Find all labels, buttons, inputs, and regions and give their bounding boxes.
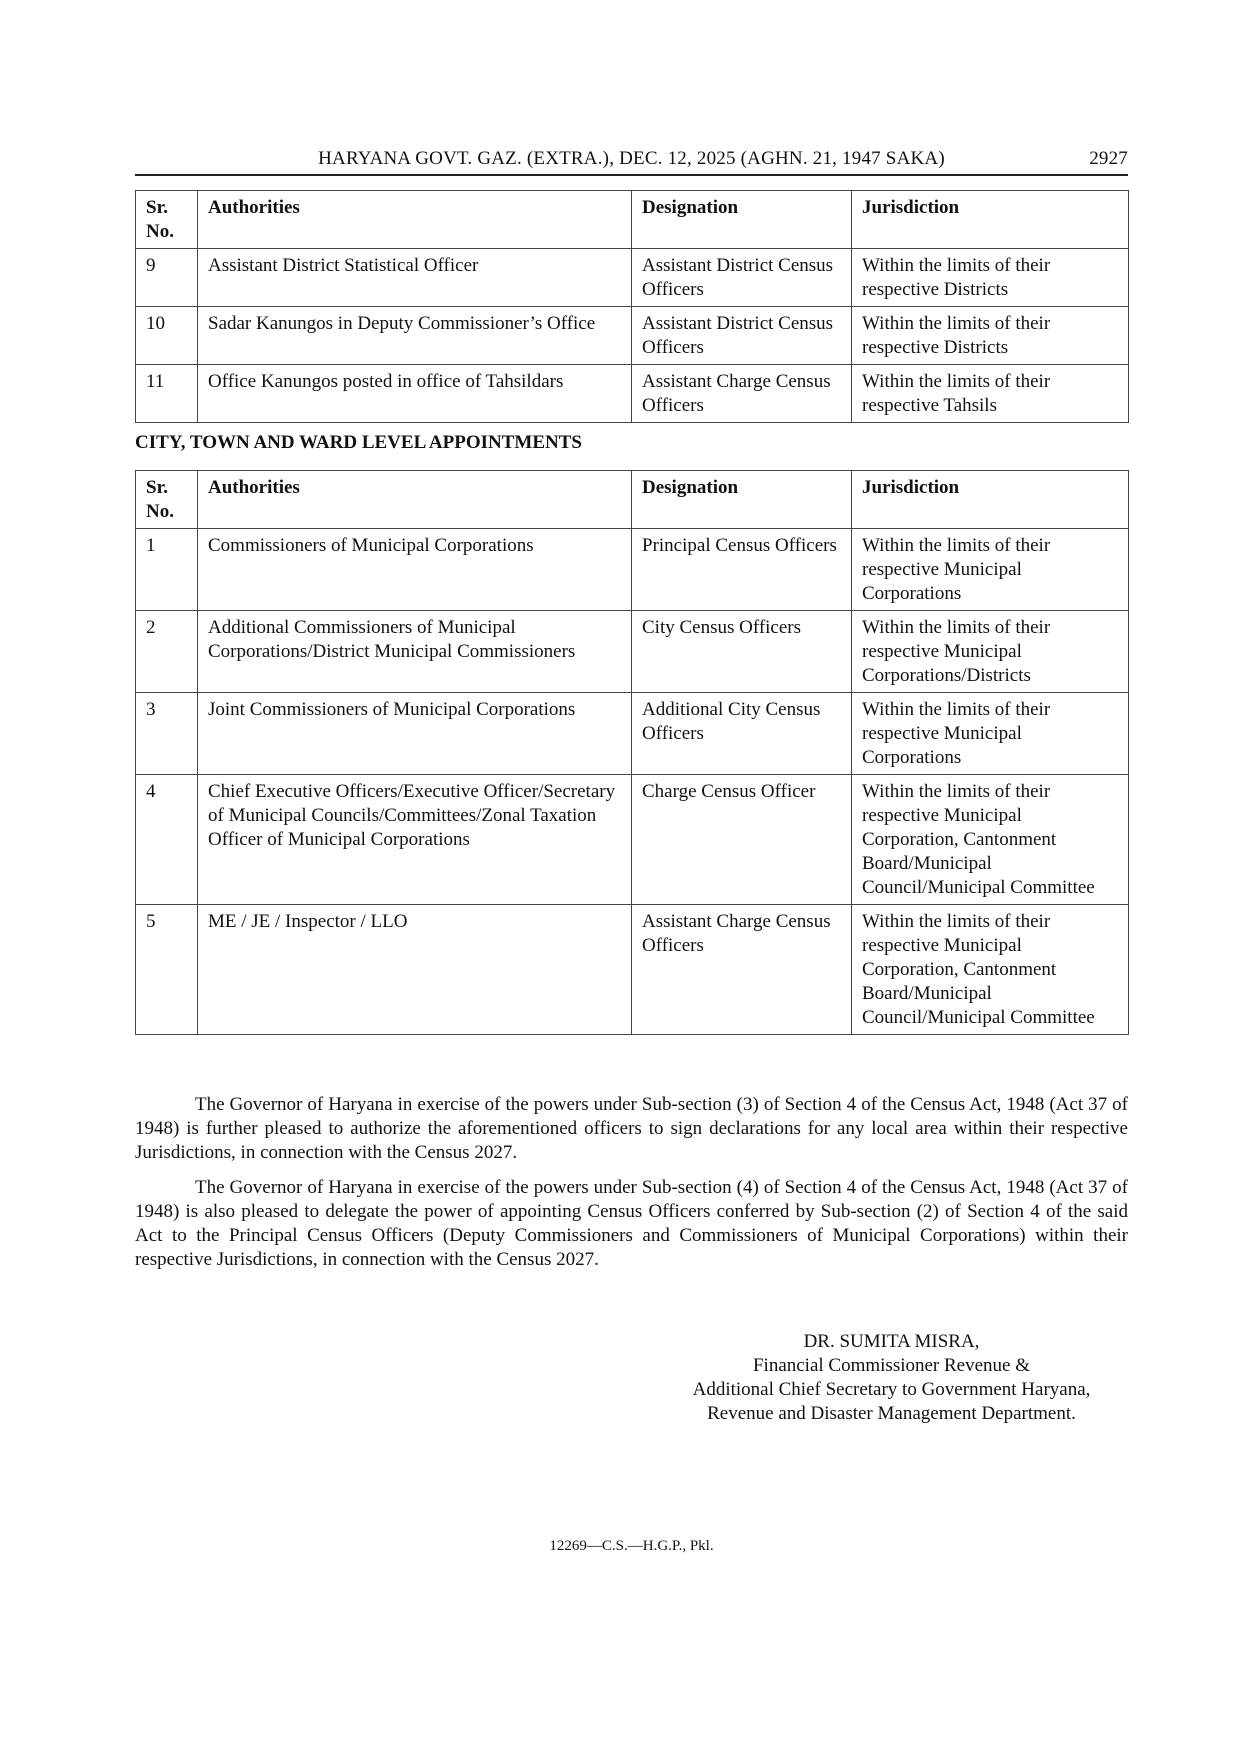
table-row [136,693,1129,775]
cell-designation: City Census Officers [632,611,852,693]
cell-sr: 2 [136,611,198,693]
table-header-row [136,191,1129,249]
cell-designation: Assistant District Census Officers [632,249,852,307]
city-appointments-table [135,470,1129,1035]
table-row [136,365,1129,423]
cell-designation: Assistant Charge Census Officers [632,905,852,1035]
signatory-title-2: Additional Chief Secretary to Government Haryana, [692,1379,1091,1400]
cell-authority: ME / JE / Inspector / LLO [198,905,632,1035]
cell-designation: Principal Census Officers [632,529,852,611]
district-appointments-table [135,190,1129,423]
cell-sr: 9 [136,249,198,307]
signatory-title-1: Financial Commissioner Revenue & [752,1355,1031,1376]
cell-authority: Chief Executive Officers/Executive Officer/Secretary of Municipal Councils/Committees/Zonal Taxation Officer of Municipal Corporations [198,775,632,905]
cell-authority: Additional Commissioners of Municipal Corporations/District Municipal Commissioners [198,611,632,693]
table-row [136,249,1129,307]
table-header-row [136,471,1129,529]
cell-designation: Charge Census Officer [632,775,852,905]
cell-jurisdiction: Within the limits of their respective Districts [852,307,1129,365]
paragraph-delegation: The Governor of Haryana in exercise of the powers under Sub-section (4) of Section 4 of the Census Act, 1948 (Act 37 of 1948) is also pleased to delegate the power of appointing Census Officers conferred by Sub-section (2) of Section 4 of the said Act to the Principal Census Officers (Deputy Commissioners and Commissioners of Municipal Corporations) within their respective Jurisdictions, in connection with the Census 2027. [135,1177,1128,1270]
cell-designation: Assistant Charge Census Officers [632,365,852,423]
paragraph-authorization: The Governor of Haryana in exercise of the powers under Sub-section (3) of Section 4 of the Census Act, 1948 (Act 37 of 1948) is further pleased to authorize the aforementioned officers to sign declarations for any local area within their respective Jurisdictions, in connection with the Census 2027. [135,1094,1128,1163]
cell-sr: 4 [136,775,198,905]
gazette-title: HARYANA GOVT. GAZ. (EXTRA.), DEC. 12, 2025 (AGHN. 21, 1947 SAKA) [318,148,945,169]
cell-designation: Additional City Census Officers [632,693,852,775]
printer-imprint: 12269—C.S.—H.G.P., Pkl. [549,1538,714,1554]
cell-jurisdiction: Within the limits of their respective Municipal Corporation, Cantonment Board/Municipal Council/Municipal Committee [852,905,1129,1035]
cell-sr: 11 [136,365,198,423]
table-row [136,529,1129,611]
cell-designation: Assistant District Census Officers [632,307,852,365]
table-row [136,775,1129,905]
cell-jurisdiction: Within the limits of their respective Municipal Corporations/Districts [852,611,1129,693]
header-designation: Designation [632,191,852,249]
cell-authority: Assistant District Statistical Officer [198,249,632,307]
cell-sr: 5 [136,905,198,1035]
table-row [136,611,1129,693]
cell-jurisdiction: Within the limits of their respective Tahsils [852,365,1129,423]
header-authorities: Authorities [198,471,632,529]
table-row [136,905,1129,1035]
page-header [135,148,1128,176]
header-designation: Designation [632,471,852,529]
signatory-title-3: Revenue and Disaster Management Department. [707,1403,1076,1424]
signature-block [655,1330,1128,1426]
header-jurisdiction: Jurisdiction [852,471,1129,529]
cell-sr: 1 [136,529,198,611]
cell-authority: Joint Commissioners of Municipal Corporations [198,693,632,775]
header-jurisdiction: Jurisdiction [852,191,1129,249]
signatory-name: DR. SUMITA MISRA, [803,1331,980,1352]
header-authorities: Authorities [198,191,632,249]
cell-authority: Commissioners of Municipal Corporations [198,529,632,611]
cell-authority: Office Kanungos posted in office of Tahsildars [198,365,632,423]
header-sr-no: Sr. No. [136,191,198,249]
cell-authority: Sadar Kanungos in Deputy Commissioner’s Office [198,307,632,365]
table-row [136,307,1129,365]
cell-jurisdiction: Within the limits of their respective Municipal Corporation, Cantonment Board/Municipal Council/Municipal Committee [852,775,1129,905]
header-sr-no: Sr. No. [136,471,198,529]
cell-sr: 10 [136,307,198,365]
cell-jurisdiction: Within the limits of their respective Municipal Corporations [852,529,1129,611]
cell-jurisdiction: Within the limits of their respective Districts [852,249,1129,307]
section-heading: CITY, TOWN AND WARD LEVEL APPOINTMENTS [135,432,582,453]
page-number: 2927 [1089,148,1128,169]
cell-sr: 3 [136,693,198,775]
cell-jurisdiction: Within the limits of their respective Municipal Corporations [852,693,1129,775]
